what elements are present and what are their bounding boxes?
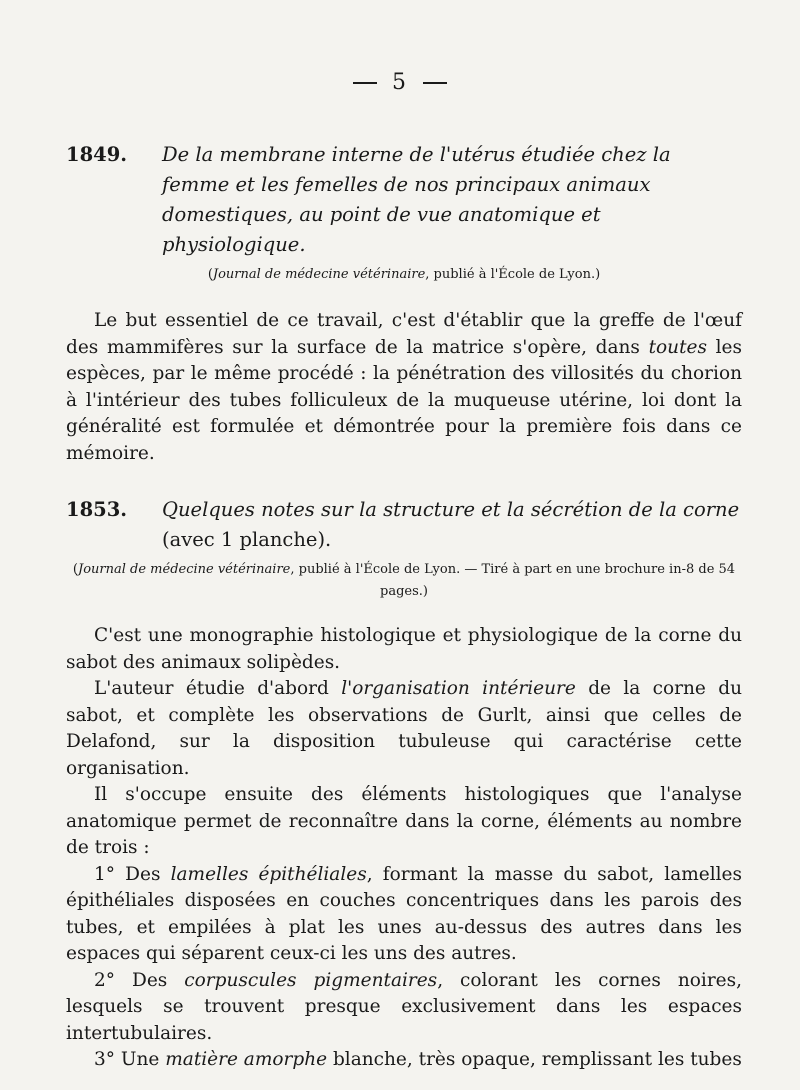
- page-content: [66, 140, 742, 1074]
- entry-title-1849: [66, 140, 742, 260]
- entry-source-1853: (Journal de médecine vétérinaire, publié à l'École de Lyon. — Tiré à part en une brochure in-8 de 54 pages.): [72, 562, 736, 599]
- entry-title-text: Quelques notes sur la structure et la sécrétion de la corne: [162, 498, 740, 521]
- paragraph: Il s'occupe ensuite des éléments histologiques que l'analyse anatomique permet de reconnaître dans la corne, éléments au nombre de trois :: [66, 784, 742, 858]
- paragraph: 1° Des lamelles épithéliales, formant la masse du sabot, lamelles épithéliales disposées en couches concentriques dans les parois des tubes, et empilées à plat les unes au-dessus des autres dans les espaces qui séparent ceux-ci les uns des autres.: [66, 863, 742, 964]
- paragraph: C'est une monographie histologique et physiologique de la corne du sabot des animaux solipèdes.: [66, 625, 742, 673]
- journal-name: Journal de médecine vétérinaire: [212, 267, 426, 282]
- page-header: [0, 70, 800, 95]
- header-dash-right: [423, 82, 447, 84]
- entry-title-note: (avec 1 planche).: [162, 528, 332, 551]
- entry-source-1849: (Journal de médecine vétérinaire, publié à l'École de Lyon.): [207, 267, 601, 282]
- page-number: 5: [392, 70, 408, 95]
- entry-title-text: De la membrane interne de l'utérus étudiée chez la femme et les femelles de nos principaux animaux domestiques, au point de vue anatomique et physiologique.: [162, 143, 671, 256]
- paragraph: Le but essentiel de ce travail, c'est d'établir que la greffe de l'œuf des mammifères sur la surface de la matrice s'opère, dans toutes les espèces, par le même procédé : la pénétration des villosités du chorion à l'intérieur des tubes folliculeux de la muqueuse utérine, loi dont la généralité est formulée et démontrée pour la première fois dans ce mémoire.: [66, 310, 742, 464]
- entry-year: 1853.: [66, 498, 128, 521]
- paragraph: 3° Une matière amorphe blanche, très opaque, remplissant les tubes: [94, 1049, 742, 1070]
- paragraph: 2° Des corpuscules pigmentaires, colorant les cornes noires, lesquels se trouvent presque exclusivement dans les espaces intertubulaires.: [66, 969, 742, 1044]
- paragraph: L'auteur étudie d'abord l'organisation intérieure de la corne du sabot, et complète les observations de Gurlt, ainsi que celles de Delafond, sur la disposition tubuleuse qui caractérise cette organisation.: [66, 678, 743, 779]
- entry-year: 1849.: [66, 143, 128, 166]
- header-dash-left: [353, 82, 377, 84]
- entry-title-1853: [66, 495, 742, 555]
- journal-name: Journal de médecine vétérinaire: [77, 562, 291, 577]
